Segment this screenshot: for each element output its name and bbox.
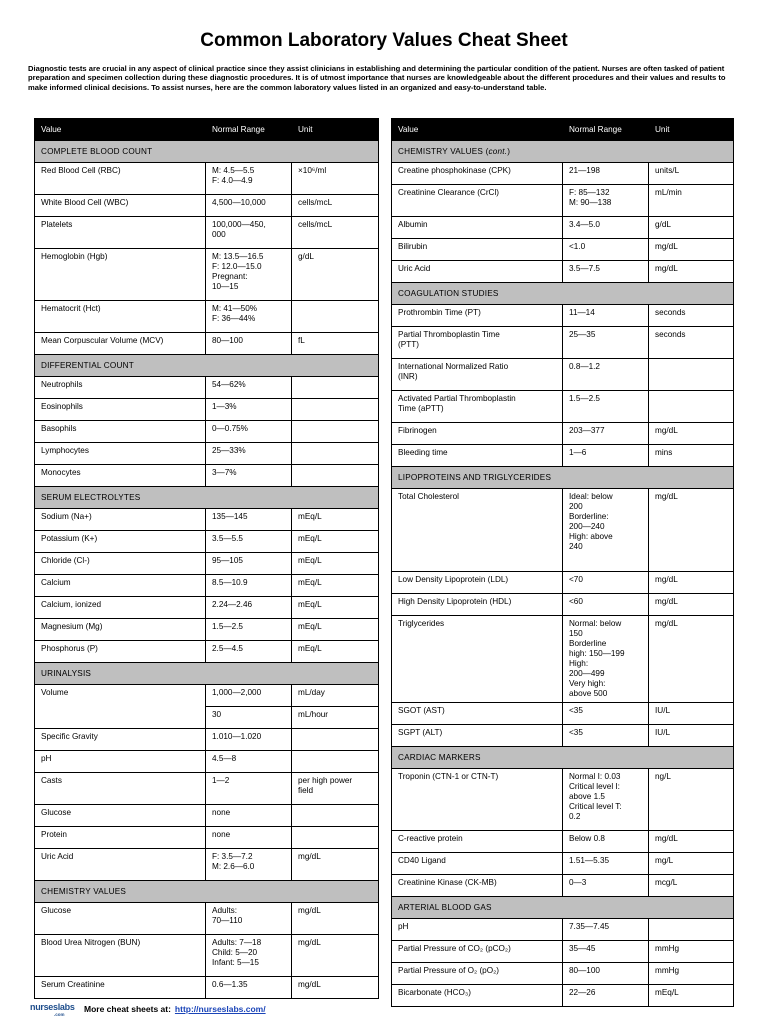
table-row bbox=[35, 903, 379, 935]
unit-cell: mL/hour bbox=[292, 707, 379, 729]
normal-range-cell: 135—145 bbox=[206, 509, 292, 531]
test-name-cell: Troponin (CTN-1 or CTN-T) bbox=[392, 769, 563, 831]
section-title: COAGULATION STUDIES bbox=[392, 283, 734, 305]
section-header-row bbox=[35, 663, 379, 685]
normal-range-cell: M: 41—50% F: 36—44% bbox=[206, 301, 292, 333]
section-title: URINALYSIS bbox=[35, 663, 379, 685]
table-row bbox=[392, 875, 734, 897]
normal-range-cell: M: 13.5—16.5 F: 12.0—15.0 Pregnant: 10—15 bbox=[206, 249, 292, 301]
normal-range-cell: 0—3 bbox=[563, 875, 649, 897]
section-header-row bbox=[35, 487, 379, 509]
unit-cell: mg/L bbox=[649, 853, 734, 875]
unit-cell: per high power field bbox=[292, 773, 379, 805]
table-row bbox=[392, 853, 734, 875]
table-row bbox=[392, 919, 734, 941]
test-name-cell: Casts bbox=[35, 773, 206, 805]
normal-range-cell: 0.8—1.2 bbox=[563, 359, 649, 391]
unit-cell bbox=[292, 301, 379, 333]
unit-cell: mg/dL bbox=[649, 239, 734, 261]
section-header-row bbox=[392, 747, 734, 769]
unit-cell: mEq/L bbox=[292, 641, 379, 663]
table-row bbox=[392, 594, 734, 616]
test-name-cell: Calcium, ionized bbox=[35, 597, 206, 619]
normal-range-cell: none bbox=[206, 827, 292, 849]
unit-cell: mg/dL bbox=[649, 831, 734, 853]
table-row bbox=[35, 421, 379, 443]
table-row bbox=[392, 572, 734, 594]
table-row bbox=[392, 163, 734, 185]
table-row bbox=[35, 195, 379, 217]
normal-range-cell: <1.0 bbox=[563, 239, 649, 261]
unit-cell bbox=[292, 805, 379, 827]
normal-range-cell: 30 bbox=[206, 707, 292, 729]
unit-cell: cells/mcL bbox=[292, 195, 379, 217]
table-row bbox=[392, 725, 734, 747]
unit-cell: mEq/L bbox=[292, 509, 379, 531]
unit-cell: cells/mcL bbox=[292, 217, 379, 249]
table-row bbox=[35, 163, 379, 195]
test-name-cell: SGPT (ALT) bbox=[392, 725, 563, 747]
test-name-cell: Bleeding time bbox=[392, 445, 563, 467]
section-title: LIPOPROTEINS AND TRIGLYCERIDES bbox=[392, 467, 734, 489]
test-name-cell: Serum Creatinine bbox=[35, 977, 206, 999]
test-name-cell: Mean Corpuscular Volume (MCV) bbox=[35, 333, 206, 355]
section-header-row bbox=[35, 141, 379, 163]
table-row bbox=[35, 773, 379, 805]
test-name-cell: Creatinine Kinase (CK-MB) bbox=[392, 875, 563, 897]
footer-link[interactable]: http://nurseslabs.com/ bbox=[174, 1004, 266, 1014]
test-name-cell: Blood Urea Nitrogen (BUN) bbox=[35, 935, 206, 977]
section-title: DIFFERENTIAL COUNT bbox=[35, 355, 379, 377]
normal-range-cell: 35—45 bbox=[563, 941, 649, 963]
unit-cell: mEq/L bbox=[292, 575, 379, 597]
table-row bbox=[35, 729, 379, 751]
unit-cell: mEq/L bbox=[292, 553, 379, 575]
table-row bbox=[35, 751, 379, 773]
test-name-cell: Fibrinogen bbox=[392, 423, 563, 445]
table-header-row bbox=[392, 119, 734, 141]
normal-range-cell: <35 bbox=[563, 703, 649, 725]
test-name-cell: C-reactive protein bbox=[392, 831, 563, 853]
normal-range-cell: <70 bbox=[563, 572, 649, 594]
normal-range-cell: 7.35—7.45 bbox=[563, 919, 649, 941]
table-row bbox=[35, 977, 379, 999]
test-name-cell: Uric Acid bbox=[35, 849, 206, 881]
normal-range-cell: 3.5—7.5 bbox=[563, 261, 649, 283]
table-row bbox=[35, 333, 379, 355]
table-row bbox=[392, 423, 734, 445]
table-row bbox=[35, 827, 379, 849]
section-title: COMPLETE BLOOD COUNT bbox=[35, 141, 379, 163]
test-name-cell: Bilirubin bbox=[392, 239, 563, 261]
table-row bbox=[392, 445, 734, 467]
unit-cell: mg/dL bbox=[292, 903, 379, 935]
section-title: CHEMISTRY VALUES (cont.) bbox=[392, 141, 734, 163]
unit-cell: fL bbox=[292, 333, 379, 355]
normal-range-cell: 95—105 bbox=[206, 553, 292, 575]
footer bbox=[30, 1000, 266, 1018]
normal-range-cell: 3—7% bbox=[206, 465, 292, 487]
test-name-cell: Activated Partial Thromboplastin Time (aPTT) bbox=[392, 391, 563, 423]
table-row bbox=[392, 489, 734, 572]
unit-cell bbox=[292, 399, 379, 421]
normal-range-cell: <35 bbox=[563, 725, 649, 747]
table-row bbox=[392, 985, 734, 1007]
test-name-cell: CD40 Ligand bbox=[392, 853, 563, 875]
table-row bbox=[35, 399, 379, 421]
unit-cell: g/dL bbox=[649, 217, 734, 239]
unit-cell: mg/dL bbox=[649, 261, 734, 283]
test-name-cell: Bicarbonate (HCO₃) bbox=[392, 985, 563, 1007]
page-title: Common Laboratory Values Cheat Sheet bbox=[200, 30, 568, 51]
section-header-row bbox=[392, 897, 734, 919]
table-row bbox=[35, 685, 379, 707]
normal-range-cell: 3.5—5.5 bbox=[206, 531, 292, 553]
test-name-cell: Low Density Lipoprotein (LDL) bbox=[392, 572, 563, 594]
normal-range-cell: 25—35 bbox=[563, 327, 649, 359]
test-name-cell: SGOT (AST) bbox=[392, 703, 563, 725]
unit-cell: mmHg bbox=[649, 963, 734, 985]
unit-cell: mg/dL bbox=[649, 594, 734, 616]
table-row bbox=[392, 305, 734, 327]
unit-cell: mg/dL bbox=[649, 616, 734, 703]
table-row bbox=[392, 239, 734, 261]
footer-label: More cheat sheets at: bbox=[84, 1004, 171, 1014]
unit-cell: mg/dL bbox=[649, 572, 734, 594]
normal-range-cell: 21—198 bbox=[563, 163, 649, 185]
column-header-range: Normal Range bbox=[563, 119, 649, 141]
unit-cell: mg/dL bbox=[292, 977, 379, 999]
normal-range-cell: Adults: 70—110 bbox=[206, 903, 292, 935]
table-row bbox=[392, 831, 734, 853]
test-name-cell: Eosinophils bbox=[35, 399, 206, 421]
test-name-cell: Total Cholesterol bbox=[392, 489, 563, 572]
intro-paragraph: Diagnostic tests are crucial in any aspect of clinical practice since they assist clinicians in establishing and determining the particular condition of the patient. Nurses are often tasked of patient preparation and specimen collection during these diagnostic procedures. It is of utmost importance that nurses are knowledgeable about the different procedures and their values and results to make informed clinical decisions. To assist nurses, here are the common laboratory values listed in an organized and easy-to-understand table. bbox=[28, 64, 726, 92]
test-name-cell: Neutrophils bbox=[35, 377, 206, 399]
normal-range-cell: 1,000—2,000 bbox=[206, 685, 292, 707]
test-name-cell: Hemoglobin (Hgb) bbox=[35, 249, 206, 301]
test-name-cell: Creatinine Clearance (CrCl) bbox=[392, 185, 563, 217]
test-name-cell: Platelets bbox=[35, 217, 206, 249]
table-row bbox=[392, 327, 734, 359]
normal-range-cell: 11—14 bbox=[563, 305, 649, 327]
normal-range-cell: 203—377 bbox=[563, 423, 649, 445]
unit-cell bbox=[292, 751, 379, 773]
normal-range-cell: 80—100 bbox=[563, 963, 649, 985]
table-row bbox=[35, 553, 379, 575]
test-name-cell: Partial Pressure of O₂ (pO₂) bbox=[392, 963, 563, 985]
normal-range-cell: 100,000—450, 000 bbox=[206, 217, 292, 249]
table-row bbox=[392, 963, 734, 985]
column-header-unit: Unit bbox=[649, 119, 734, 141]
unit-cell: mL/min bbox=[649, 185, 734, 217]
unit-cell: mEq/L bbox=[292, 619, 379, 641]
test-name-cell: Calcium bbox=[35, 575, 206, 597]
normal-range-cell: 1.010—1.020 bbox=[206, 729, 292, 751]
section-header-row bbox=[392, 283, 734, 305]
test-name-cell: Specific Gravity bbox=[35, 729, 206, 751]
normal-range-cell: 25—33% bbox=[206, 443, 292, 465]
unit-cell: IU/L bbox=[649, 725, 734, 747]
normal-range-cell: Normal: below 150 Borderline high: 150—199 High: 200—499 Very high: above 500 bbox=[563, 616, 649, 703]
test-name-cell: Partial Pressure of CO₂ (pCO₂) bbox=[392, 941, 563, 963]
table-row bbox=[35, 217, 379, 249]
table-row bbox=[392, 941, 734, 963]
normal-range-cell: 0.6—1.35 bbox=[206, 977, 292, 999]
unit-cell bbox=[292, 443, 379, 465]
nurseslabs-logo bbox=[30, 1000, 82, 1018]
column-header-value: Value bbox=[392, 119, 563, 141]
section-header-row bbox=[392, 141, 734, 163]
test-name-cell: Monocytes bbox=[35, 465, 206, 487]
normal-range-cell: 1—6 bbox=[563, 445, 649, 467]
test-name-cell: International Normalized Ratio (INR) bbox=[392, 359, 563, 391]
table-row bbox=[35, 509, 379, 531]
test-name-cell: Glucose bbox=[35, 805, 206, 827]
normal-range-cell: M: 4.5—5.5 F: 4.0—4.9 bbox=[206, 163, 292, 195]
section-title: ARTERIAL BLOOD GAS bbox=[392, 897, 734, 919]
column-header-value: Value bbox=[35, 119, 206, 141]
unit-cell: mg/dL bbox=[292, 935, 379, 977]
unit-cell: mg/dL bbox=[292, 849, 379, 881]
lab-values-table-right bbox=[391, 118, 734, 1007]
normal-range-cell: 2.24—2.46 bbox=[206, 597, 292, 619]
table-row bbox=[35, 377, 379, 399]
test-name-cell: Volume bbox=[35, 685, 206, 729]
normal-range-cell: 1.5—2.5 bbox=[206, 619, 292, 641]
unit-cell: ×10⁶/ml bbox=[292, 163, 379, 195]
table-row bbox=[35, 465, 379, 487]
normal-range-cell: 0—0.75% bbox=[206, 421, 292, 443]
table-row bbox=[35, 301, 379, 333]
test-name-cell: High Density Lipoprotein (HDL) bbox=[392, 594, 563, 616]
test-name-cell: Triglycerides bbox=[392, 616, 563, 703]
table-row bbox=[392, 185, 734, 217]
test-name-cell: Creatine phosphokinase (CPK) bbox=[392, 163, 563, 185]
normal-range-cell: <60 bbox=[563, 594, 649, 616]
test-name-cell: White Blood Cell (WBC) bbox=[35, 195, 206, 217]
test-name-cell: Partial Thromboplastin Time (PTT) bbox=[392, 327, 563, 359]
table-row bbox=[35, 597, 379, 619]
table-row bbox=[35, 443, 379, 465]
unit-cell: mEq/L bbox=[292, 597, 379, 619]
normal-range-cell: none bbox=[206, 805, 292, 827]
column-header-unit: Unit bbox=[292, 119, 379, 141]
unit-cell bbox=[292, 377, 379, 399]
unit-cell: mcg/L bbox=[649, 875, 734, 897]
normal-range-cell: Below 0.8 bbox=[563, 831, 649, 853]
normal-range-cell: 22—26 bbox=[563, 985, 649, 1007]
unit-cell: units/L bbox=[649, 163, 734, 185]
test-name-cell: Red Blood Cell (RBC) bbox=[35, 163, 206, 195]
normal-range-cell: 1.5—2.5 bbox=[563, 391, 649, 423]
test-name-cell: Glucose bbox=[35, 903, 206, 935]
table-row bbox=[35, 619, 379, 641]
unit-cell: mL/day bbox=[292, 685, 379, 707]
unit-cell bbox=[649, 359, 734, 391]
normal-range-cell: 4.5—8 bbox=[206, 751, 292, 773]
test-name-cell: Phosphorus (P) bbox=[35, 641, 206, 663]
normal-range-cell: F: 85—132 M: 90—138 bbox=[563, 185, 649, 217]
test-name-cell: pH bbox=[392, 919, 563, 941]
normal-range-cell: Adults: 7—18 Child: 5—20 Infant: 5—15 bbox=[206, 935, 292, 977]
unit-cell: seconds bbox=[649, 327, 734, 359]
normal-range-cell: 80—100 bbox=[206, 333, 292, 355]
unit-cell: mEq/L bbox=[649, 985, 734, 1007]
table-row bbox=[392, 391, 734, 423]
lab-values-table-left bbox=[34, 118, 379, 999]
table-row bbox=[35, 849, 379, 881]
unit-cell bbox=[292, 465, 379, 487]
table-row bbox=[35, 575, 379, 597]
table-row bbox=[392, 217, 734, 239]
test-name-cell: Prothrombin Time (PT) bbox=[392, 305, 563, 327]
table-row bbox=[392, 769, 734, 831]
unit-cell bbox=[292, 729, 379, 751]
unit-cell: IU/L bbox=[649, 703, 734, 725]
test-name-cell: Albumin bbox=[392, 217, 563, 239]
test-name-cell: Basophils bbox=[35, 421, 206, 443]
table-header-row bbox=[35, 119, 379, 141]
test-name-cell: pH bbox=[35, 751, 206, 773]
table-row bbox=[392, 703, 734, 725]
normal-range-cell: 8.5—10.9 bbox=[206, 575, 292, 597]
test-name-cell: Lymphocytes bbox=[35, 443, 206, 465]
unit-cell: seconds bbox=[649, 305, 734, 327]
test-name-cell: Hematocrit (Hct) bbox=[35, 301, 206, 333]
table-row bbox=[392, 261, 734, 283]
section-title: CHEMISTRY VALUES bbox=[35, 881, 379, 903]
unit-cell: mEq/L bbox=[292, 531, 379, 553]
normal-range-cell: 1—3% bbox=[206, 399, 292, 421]
test-name-cell: Magnesium (Mg) bbox=[35, 619, 206, 641]
normal-range-cell: 54—62% bbox=[206, 377, 292, 399]
test-name-cell: Sodium (Na+) bbox=[35, 509, 206, 531]
normal-range-cell: 4,500—10,000 bbox=[206, 195, 292, 217]
normal-range-cell: F: 3.5—7.2 M: 2.6—6.0 bbox=[206, 849, 292, 881]
section-header-row bbox=[392, 467, 734, 489]
section-header-row bbox=[35, 881, 379, 903]
column-header-range: Normal Range bbox=[206, 119, 292, 141]
unit-cell bbox=[649, 391, 734, 423]
unit-cell: g/dL bbox=[292, 249, 379, 301]
table-row bbox=[35, 249, 379, 301]
test-name-cell: Protein bbox=[35, 827, 206, 849]
test-name-cell: Uric Acid bbox=[392, 261, 563, 283]
unit-cell: ng/L bbox=[649, 769, 734, 831]
test-name-cell: Potassium (K+) bbox=[35, 531, 206, 553]
section-title: CARDIAC MARKERS bbox=[392, 747, 734, 769]
normal-range-cell: Normal I: 0.03 Critical level I: above 1.5 Critical level T: 0.2 bbox=[563, 769, 649, 831]
normal-range-cell: 1—2 bbox=[206, 773, 292, 805]
table-row bbox=[392, 359, 734, 391]
unit-cell: mg/dL bbox=[649, 423, 734, 445]
logo-text: nurseslabs bbox=[30, 1002, 75, 1012]
unit-cell: mmHg bbox=[649, 941, 734, 963]
unit-cell bbox=[292, 827, 379, 849]
section-header-row bbox=[35, 355, 379, 377]
normal-range-cell: 1.51—5.35 bbox=[563, 853, 649, 875]
unit-cell bbox=[649, 919, 734, 941]
table-row bbox=[35, 805, 379, 827]
normal-range-cell: 2.5—4.5 bbox=[206, 641, 292, 663]
unit-cell: mins bbox=[649, 445, 734, 467]
unit-cell bbox=[292, 421, 379, 443]
table-row bbox=[35, 531, 379, 553]
normal-range-cell: Ideal: below 200 Borderline: 200—240 High: above 240 bbox=[563, 489, 649, 572]
normal-range-cell: 3.4—5.0 bbox=[563, 217, 649, 239]
test-name-cell: Chloride (Cl-) bbox=[35, 553, 206, 575]
table-row bbox=[392, 616, 734, 703]
logo-subtext: .com bbox=[54, 1012, 65, 1017]
section-title: SERUM ELECTROLYTES bbox=[35, 487, 379, 509]
table-row bbox=[35, 641, 379, 663]
unit-cell: mg/dL bbox=[649, 489, 734, 572]
table-row bbox=[35, 935, 379, 977]
